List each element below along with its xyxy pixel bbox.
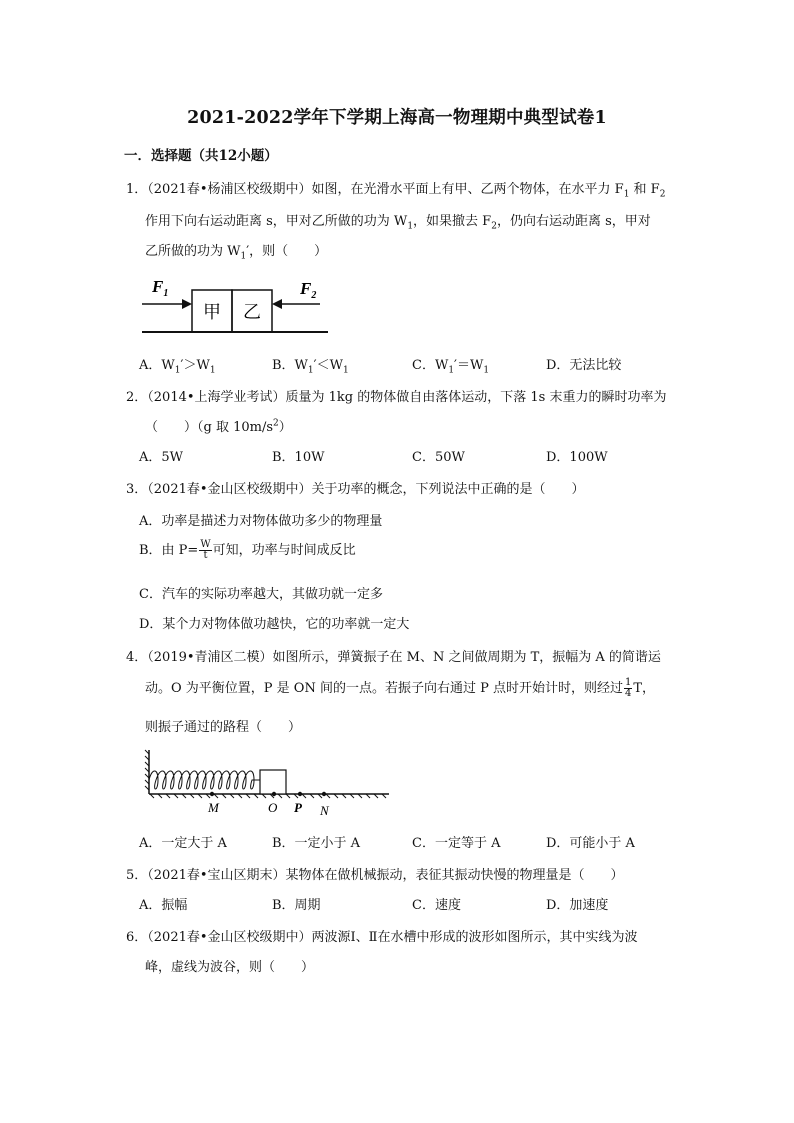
q2-option-a: A．5W: [139, 450, 184, 465]
label-p: P: [294, 800, 302, 815]
q4-option-d: D．可能小于 A: [546, 836, 635, 851]
q1-line1: 1．（2021春•杨浦区校级期中）如图，在光滑水平面上有甲、乙两个物体，在水平力 $F_1$ 和 $F_2$: [126, 182, 666, 200]
block-yi-label: 乙: [243, 302, 261, 322]
q5-option-d: D．加速度: [546, 898, 609, 913]
q2-option-b: B．10W: [272, 450, 325, 465]
q6-line1: 6．（2021春•金山区校级期中）两波源Ⅰ、Ⅱ在水槽中形成的波形如图所示，其中实线为波: [126, 930, 638, 945]
page-title: 2021-2022学年下学期上海高一物理期中典型试卷1: [187, 108, 607, 128]
q2-line1: 2．（2014•上海学业考试）质量为 1kg 的物体做自由落体运动，下落 1s 末重力的瞬时功率为: [126, 390, 667, 405]
q4-line2: 动。O 为平衡位置，P 是 ON 间的一点。若振子向右通过 P 点时开始计时，则经过 $\frac{1}{4}$ T，: [145, 677, 656, 699]
svg-text:F1: $F_1$: [152, 277, 169, 299]
q1-option-b: B．$W_1'<W_1$: [272, 358, 349, 376]
q5-line1: 5．（2021春•宝山区期末）某物体在做机械振动，表征其振动快慢的物理量是（ ）: [126, 868, 624, 883]
q3-option-a: A．功率是描述力对物体做功多少的物理量: [139, 514, 383, 529]
q1-option-d: D．无法比较: [546, 358, 622, 373]
section-heading: 一．选择题（共12小题）: [124, 148, 278, 164]
label-m: M: [208, 800, 219, 815]
q3-line1: 3．（2021春•金山区校级期中）关于功率的概念，下列说法中正确的是（ ）: [126, 482, 585, 497]
q6-line2: 峰，虚线为波谷，则（ ）: [145, 960, 315, 975]
q3-option-c: C．汽车的实际功率越大，其做功就一定多: [139, 587, 383, 602]
q4-option-b: B．一定小于 A: [272, 836, 361, 851]
q3-option-b: B．由 P= $\frac{W}{t}$ 可知，功率与时间成反比: [139, 539, 356, 561]
q2-option-d: D．100W: [546, 450, 608, 465]
force-f2-label: F: [300, 279, 312, 298]
q2-line2: （ ）（g 取 $10m/s^2$）: [145, 418, 292, 435]
q5-option-c: C．速度: [412, 898, 461, 913]
label-o: O: [268, 800, 278, 815]
fraction-one-quarter: $\frac{1}{4}$: [624, 677, 632, 699]
q5-option-b: B．周期: [272, 898, 321, 913]
q4-option-a: A．一定大于 A: [139, 836, 227, 851]
q1-option-a: A．$W_1'>W_1$: [139, 358, 216, 376]
q1-option-c: C．$W_1'=W_1$: [412, 358, 490, 376]
q1-figure-blocks: [140, 270, 330, 340]
q3-option-d: D．某个力对物体做功越快，它的功率就一定大: [139, 617, 410, 632]
q2-option-c: C．50W: [412, 450, 465, 465]
q4-option-c: C．一定等于 A: [412, 836, 501, 851]
q5-option-a: A．振幅: [139, 898, 188, 913]
q4-line3: 则振子通过的路程（ ）: [145, 720, 302, 735]
fraction-w-over-t: $\frac{W}{t}$: [200, 539, 211, 561]
q1-line2: 作用下向右运动距离 s，甲对乙所做的功为 $W_1$，如果撤去 $F_2$，仍向右运动距离 s，甲对: [145, 214, 651, 232]
q4-figure-spring: [144, 744, 394, 819]
q4-line1: 4．（2019•青浦区二模）如图所示，弹簧振子在 M、N 之间做周期为 T，振幅为 A 的简谐运: [126, 650, 661, 665]
q1-line3: 乙所做的功为 $W_1'$，则（ ）: [145, 244, 328, 262]
block-jia-label: 甲: [203, 302, 221, 322]
svg-text:F2: $F_2$: [300, 279, 317, 301]
label-n: N: [320, 803, 329, 818]
force-f1-label: F: [152, 277, 164, 296]
